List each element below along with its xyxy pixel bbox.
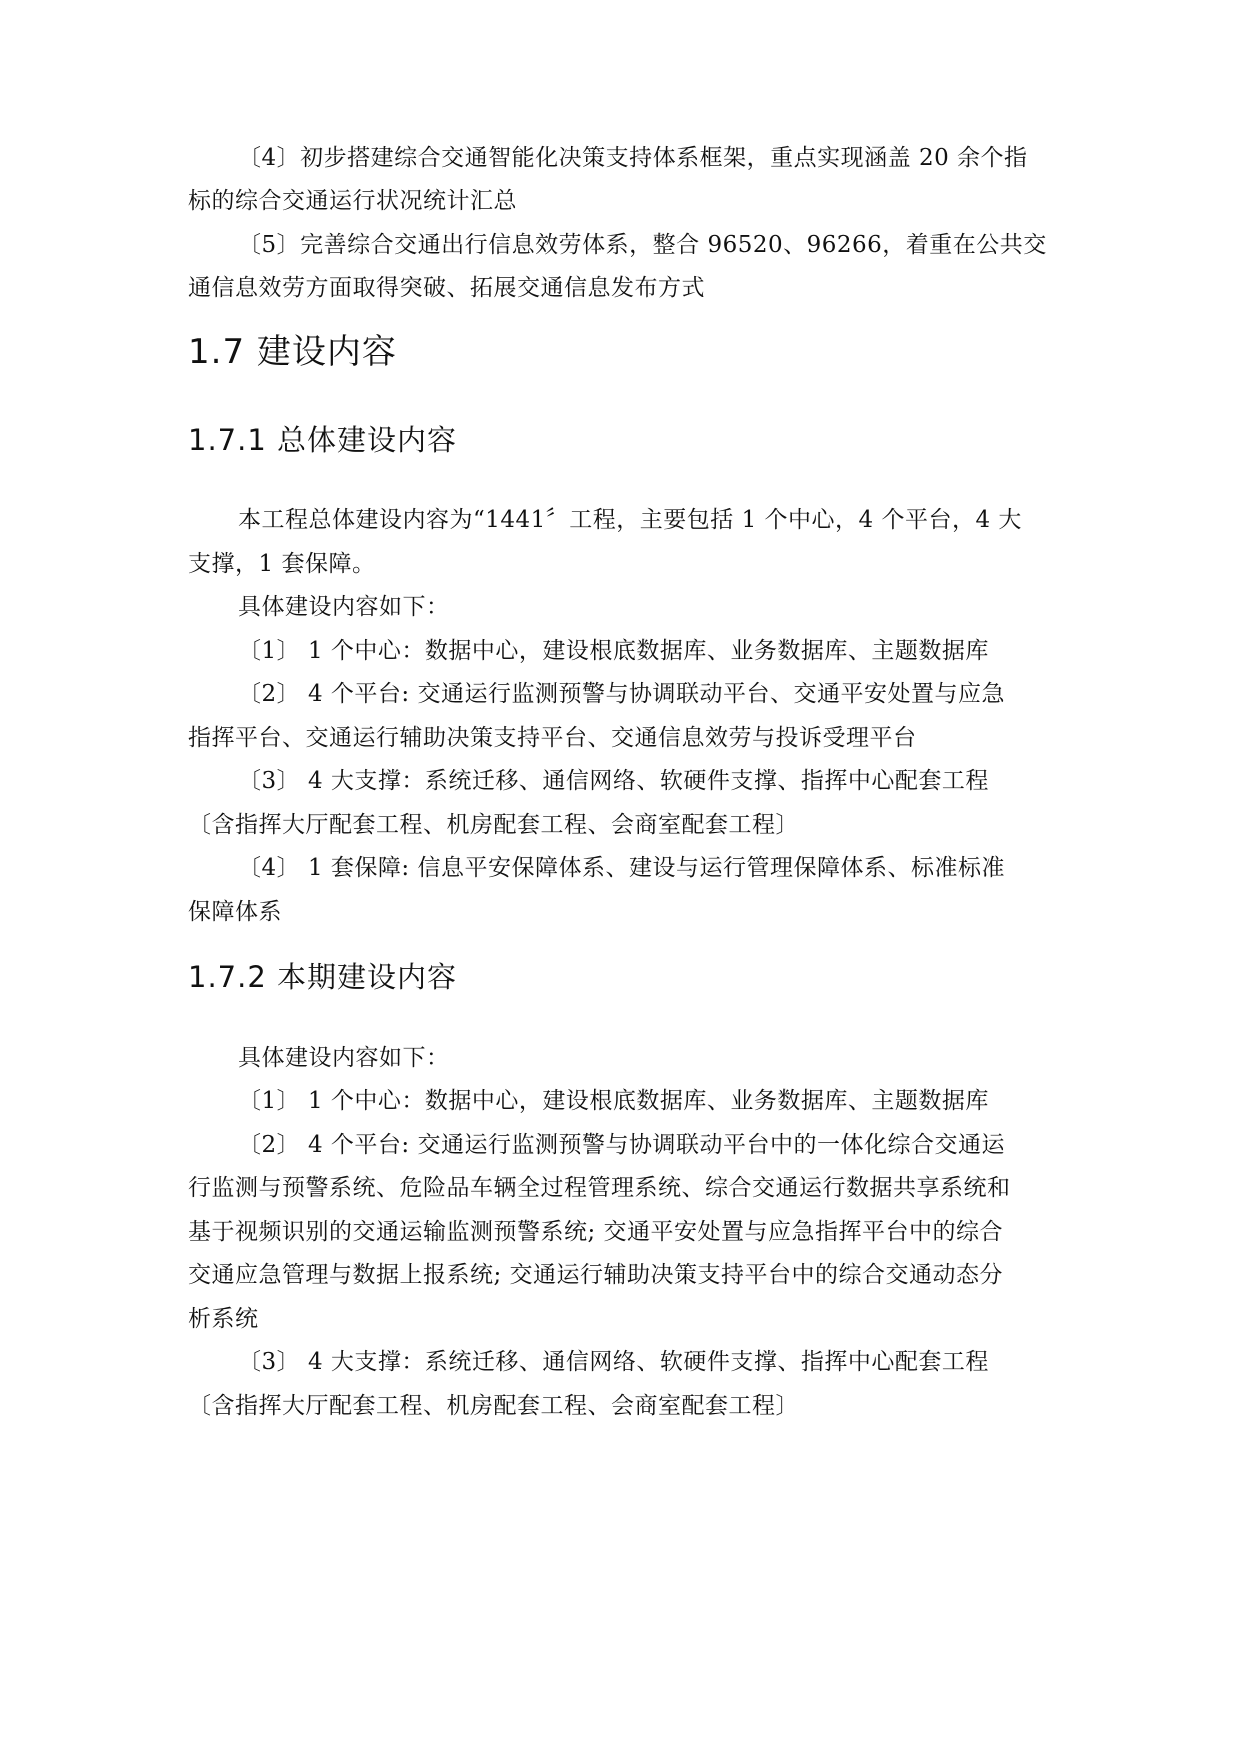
current-item3-line1: 〔3〕 4 大支撑：系统迁移、通信网络、软硬件支撑、指挥中心配套工程: [238, 1349, 989, 1375]
overall-item3-line2: 〔含指挥大厅配套工程、机房配套工程、会商室配套工程〕: [188, 812, 799, 838]
current-item2-line3: 基于视频识别的交通运输监测预警系统; 交通平安处置与应急指挥平台中的综合: [188, 1219, 1004, 1245]
intro-item4-line1: 〔4〕初步搭建综合交通智能化决策支持体系框架，重点实现涵盖 20 余个指: [238, 145, 1028, 171]
current-item2-line2: 行监测与预警系统、危险品车辆全过程管理系统、综合交通运行数据共享系统和: [188, 1175, 1011, 1201]
intro-item4-line2: 标的综合交通运行状况统计汇总: [188, 188, 517, 214]
overall-item3-line1: 〔3〕 4 大支撑：系统迁移、通信网络、软硬件支撑、指挥中心配套工程: [238, 768, 989, 794]
section-1-7-heading: 1.7 建设内容: [188, 332, 397, 372]
overall-para-line1: 本工程总体建设内容为“1441〞工程，主要包括 1 个中心，4 个平台，4 大: [238, 507, 1022, 533]
overall-item1: 〔1〕 1 个中心：数据中心，建设根底数据库、业务数据库、主题数据库: [238, 638, 989, 664]
overall-list-intro: 具体建设内容如下：: [238, 594, 450, 620]
current-item3-line2: 〔含指挥大厅配套工程、机房配套工程、会商室配套工程〕: [188, 1393, 799, 1419]
current-list-intro: 具体建设内容如下：: [238, 1045, 450, 1071]
intro-item5-line2: 通信息效劳方面取得突破、拓展交通信息发布方式: [188, 275, 705, 301]
overall-item4-line1: 〔4〕 1 套保障: 信息平安保障体系、建设与运行管理保障体系、标准标准: [238, 855, 1005, 881]
section-1-7-1-heading: 1.7.1 总体建设内容: [188, 423, 458, 457]
current-item1: 〔1〕 1 个中心：数据中心，建设根底数据库、业务数据库、主题数据库: [238, 1088, 989, 1114]
current-item2-line4: 交通应急管理与数据上报系统; 交通运行辅助决策支持平台中的综合交通动态分: [188, 1262, 1004, 1288]
current-item2-line1: 〔2〕 4 个平台: 交通运行监测预警与协调联动平台中的一体化综合交通运: [238, 1132, 1005, 1158]
overall-item2-line2: 指挥平台、交通运行辅助决策支持平台、交通信息效劳与投诉受理平台: [188, 725, 917, 751]
overall-para-line2: 支撑，1 套保障。: [188, 551, 376, 577]
current-item2-line5: 析系统: [188, 1306, 259, 1332]
section-1-7-2-heading: 1.7.2 本期建设内容: [188, 960, 458, 994]
intro-item5-line1: 〔5〕完善综合交通出行信息效劳体系，整合 96520、96266，着重在公共交: [238, 232, 1047, 258]
overall-item2-line1: 〔2〕 4 个平台: 交通运行监测预警与协调联动平台、交通平安处置与应急: [238, 681, 1005, 707]
overall-item4-line2: 保障体系: [188, 899, 282, 925]
